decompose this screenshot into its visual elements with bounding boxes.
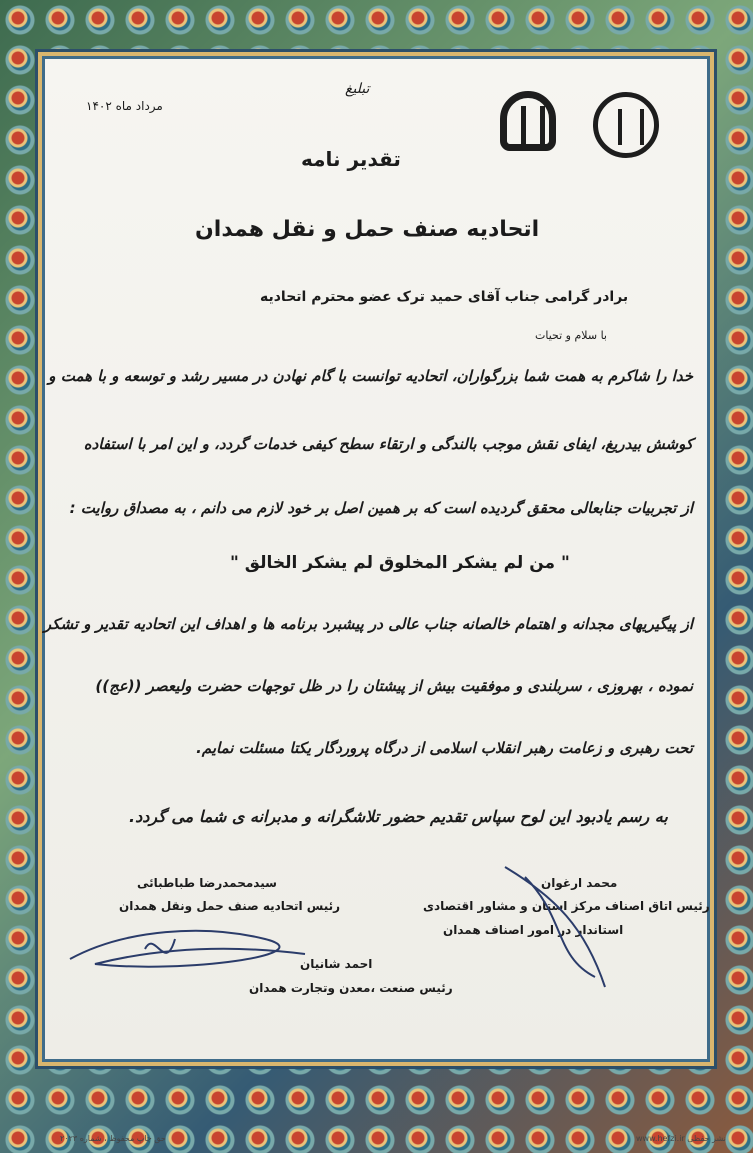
center-signer-title: رئیس صنعت ،معدن وتجارت همدان <box>249 981 453 995</box>
body-line-3: از تجربیات جنابعالی محقق گردیده است که بر همین اصل بر خود لازم می دانم ، به مصداق روایت : <box>69 499 693 517</box>
footer-publisher: www.hefzi.ir نشر حفظی <box>636 1134 726 1143</box>
certificate-paper <box>43 59 710 1059</box>
footer-copyright: حق چاپ محفوظ ، شماره ۲۰۲۳ <box>60 1134 166 1143</box>
right-signer-title-2: استاندار در امور اصناف همدان <box>443 923 624 937</box>
calligraphy-signature: تبلیغ <box>345 81 370 97</box>
quote-text: " من لم یشکر المخلوق لم یشکر الخالق " <box>230 553 570 573</box>
right-signer-title-1: رئیس اتاق اصناف مرکز استان و مشاور اقتصادی <box>423 899 710 913</box>
left-signer-title: رئیس اتحادیه صنف حمل ونقل همدان <box>119 899 341 913</box>
left-signer-name: سیدمحمدرضا طباطبائی <box>137 876 277 890</box>
transport-logo <box>593 92 659 158</box>
body-line-1: خدا را شاکرم به همت شما بزرگواران، اتحادیه توانست با گام نهادن در مسیر رشد و توسعه و با همت و <box>48 367 693 385</box>
body-line-2: کوشش بیدریغ، ایفای نقش موجب بالندگی و ارتقاء سطح کیفی خدمات گردد، و این امر با استفاده <box>83 435 693 453</box>
guild-logo <box>500 91 556 151</box>
left-handwritten-signature <box>65 919 315 979</box>
certificate-title: تقدیر نامه <box>301 147 401 171</box>
union-name: اتحادیه صنف حمل و نقل همدان <box>195 217 540 242</box>
date-text: مرداد ماه ۱۴۰۲ <box>86 99 163 113</box>
body-line-4: از پیگیریهای مجدانه و اهتمام خالصانه جناب عالی در پیشبرد برنامه ها و اهداف این اتحادیه تقدیر و تشکر <box>43 615 693 633</box>
right-signer-name: محمد ارغوان <box>541 876 618 890</box>
center-signer-name: احمد شانیان <box>300 957 373 971</box>
right-handwritten-signature <box>495 857 618 997</box>
greeting-text: با سلام و تحیات <box>535 329 607 342</box>
body-line-6: تحت رهبری و زعامت رهبر انقلاب اسلامی از درگاه پروردگار یکتا مسئلت نمایم. <box>196 739 693 757</box>
certificate-border <box>42 56 710 1062</box>
closing-line: به رسم یادبود این لوح سپاس تقدیم حضور تلاشگرانه و مدبرانه ی شما می گردد. <box>129 807 668 826</box>
body-line-5: نموده ، بهروزی ، سربلندی و موفقیت بیش از پیشتان را در ظل توجهات حضرت ولیعصر ((عج)) <box>95 677 693 695</box>
addressee-line: برادر گرامی جناب آقای حمید ترک عضو محترم اتحادیه <box>260 289 629 305</box>
